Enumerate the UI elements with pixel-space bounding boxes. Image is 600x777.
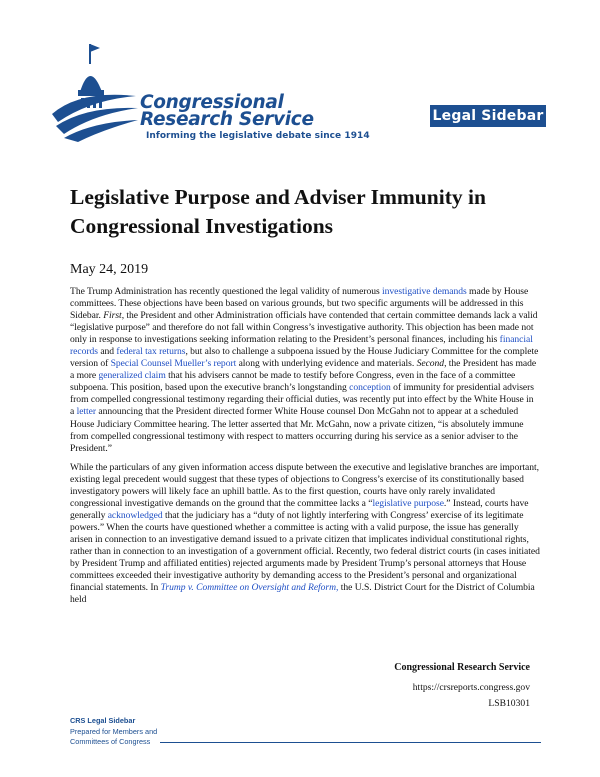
text: The Trump Administration has recently questioned the legal validity of numerous	[70, 286, 383, 297]
text: of immunity for presidential advisers from compelled congressional testimony regarding their official duties, was recently put into effect by the White House in a	[70, 382, 534, 418]
footer-citation	[230, 662, 530, 709]
link-legislative-purpose[interactable]: legislative purpose	[372, 497, 444, 509]
document-body	[70, 286, 540, 613]
org-tagline: Informing the legislative debate since 1914	[146, 131, 370, 141]
legal-sidebar-badge: Legal Sidebar	[430, 105, 546, 127]
footer-series-line-3: Committees of Congress	[70, 737, 151, 746]
org-name-line-2: Research Service	[140, 109, 314, 130]
document-title: Legislative Purpose and Adviser Immunity in Congressional Investigations	[70, 185, 486, 238]
link-mueller-report[interactable]: Special Counsel Mueller’s report	[110, 358, 237, 370]
link-federal-tax-returns[interactable]: federal tax returns	[116, 346, 186, 358]
link-investigative-demands[interactable]: investigative demands	[382, 286, 467, 297]
footer-series-line-2: Prepared for Members and	[70, 726, 158, 736]
link-conception[interactable]: conception	[349, 382, 391, 394]
paragraph-1	[70, 286, 540, 455]
text: , but also to challenge a subpoena issued by the House Judiciary Committee for the complete version of	[70, 346, 539, 370]
org-name-line-1: Congressional	[140, 92, 284, 113]
link-letter[interactable]: letter	[76, 406, 97, 418]
text: , the President and other Administration officials have contended that certain committee demands lack a valid “legislative purpose” and therefore do not fall within Congress’s investigative authority. This objection has been made not only in response to investigations seeking information relating to the President’s personal finances, including his	[70, 310, 538, 346]
link-generalized-claim[interactable]: generalized claim	[98, 370, 166, 382]
text: the U.S. District Court for the District of Columbia held	[70, 582, 535, 606]
footer-org-name: Congressional Research Service	[394, 662, 530, 673]
emphasis-second: Second	[416, 358, 445, 370]
text: , the President has made a more	[70, 358, 537, 382]
document-date: May 24, 2019	[70, 262, 149, 277]
report-header	[0, 0, 600, 160]
footer-divider	[160, 742, 541, 743]
link-trump-v-committee[interactable]: Trump v. Committee on Oversight and Reform,	[160, 582, 339, 594]
text: that his advisers cannot be made to testify before Congress, even in the face of a committee subpoena. This position, based upon the executive branch’s longstanding	[70, 370, 516, 394]
emphasis-first: First	[103, 310, 122, 322]
text: announcing that the President directed former White House counsel Don McGahn not to appear at a scheduled House Judiciary Committee hearing. The letter asserted that Mr. McGahn, now a private citizen, “is absolutely immune from compelled congressional testimony with respect to matters occurring during his service as a senior adviser to the President.”	[70, 406, 524, 454]
paragraph-2	[70, 462, 540, 607]
footer-series-title: CRS Legal Sidebar	[70, 716, 136, 725]
text: While the particulars of any given information access dispute between the executive and legislative branches are important, existing legal precedent would suggest that these types of objections to Congress’s exercise of its constitutionally based investigatory powers will likely face an uphill battle. As to the first question, courts have only rarely invalidated congressional investigative demands on the ground that the committee lacks a “	[70, 461, 539, 509]
org-wordmark	[140, 94, 314, 128]
link-acknowledged[interactable]: acknowledged	[107, 509, 163, 521]
text: .” Instead, courts have generally	[70, 497, 529, 521]
text: and	[97, 346, 117, 358]
footer-series-label	[70, 716, 157, 748]
link-financial-records[interactable]: financial records	[70, 334, 533, 358]
capitol-dome-icon	[50, 42, 140, 142]
footer-url: https://crsreports.congress.gov	[412, 682, 530, 693]
text: along with underlying evidence and materials.	[236, 358, 417, 370]
text: made by House committees. These objections have been based on various grounds, but two specific arguments will be addressed in this Sidebar.	[70, 286, 529, 322]
footer-report-code: LSB10301	[488, 698, 530, 709]
text: that the judiciary has a “duty of not lightly interfering with Congress’ exercise of its legitimate powers.” When the courts have questioned whether a committee is acting with a valid purpose, the issue has generally arisen in connection to an investigative demand issued to a private citizen that implicates individual constitutional rights, rather than in connection to an investigation of a government official. Recently, two federal district courts (in cases initiated by President Trump and affiliated entities) rejected arguments made by President Trump’s personal attorneys that House committees exceeded their investigative authority by demanding access to the President’s personal and organizational financial statements. In	[70, 509, 540, 594]
